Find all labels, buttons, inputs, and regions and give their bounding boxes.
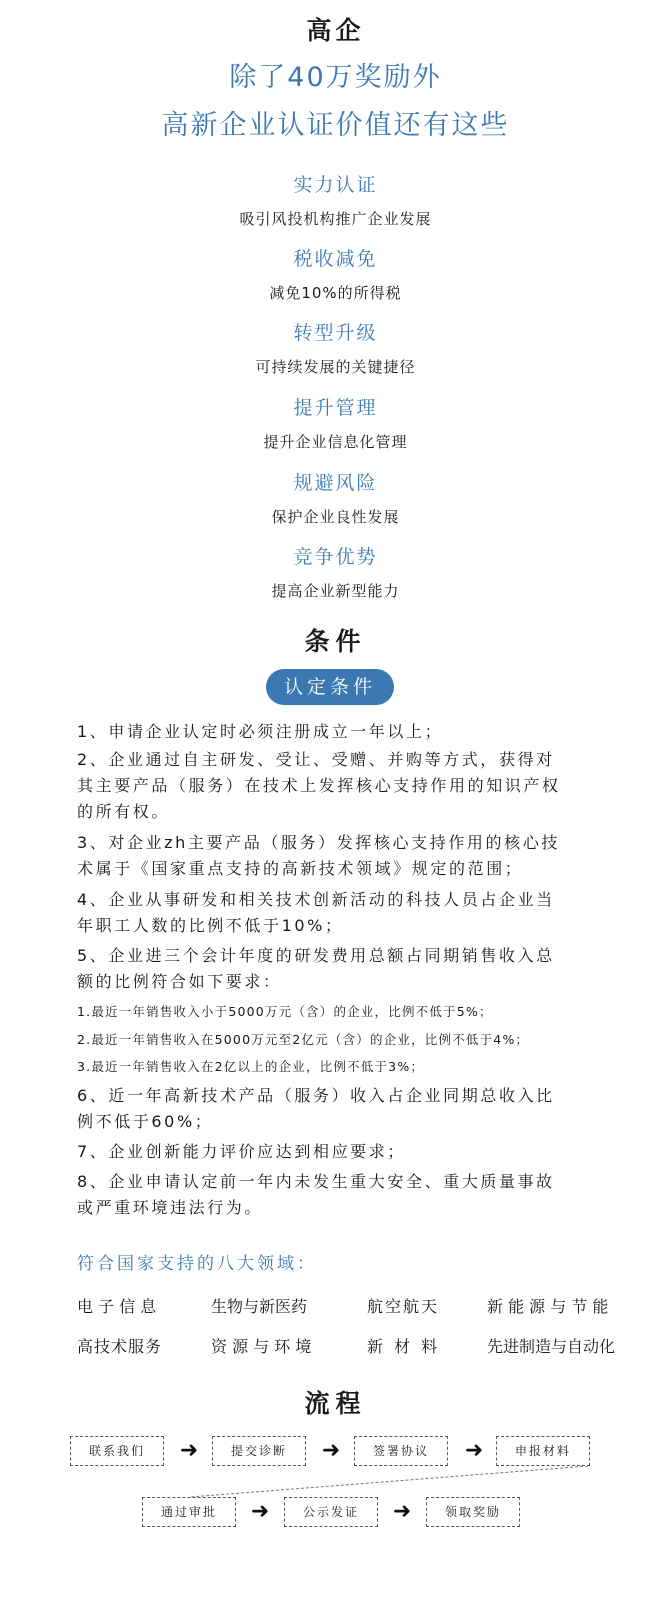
page-title: 高企 [306,16,365,45]
field-item: 新 能 源 与 节 能 [487,1297,609,1316]
field-item: 新 材 料 [367,1337,441,1356]
condition-line: 的所有权。 [77,802,171,821]
condition-line: 术属于《国家重点支持的高新技术领域》规定的范围； [77,859,524,878]
benefit-desc: 减免10%的所得税 [269,284,402,302]
benefit-title: 实力认证 [293,174,378,196]
condition-line: 6、近一年高新技术产品（服务）收入占企业同期总收入比 [77,1086,555,1105]
condition-line: 4、企业从事研发和相关技术创新活动的科技人员占企业当 [77,890,555,909]
benefit-desc: 吸引风投机构推广企业发展 [239,210,432,228]
process-step: 通过审批 [142,1497,236,1527]
arrow-right-icon: ➜ [392,1499,412,1524]
condition-sub-item: 3.最近一年销售收入在2亿以上的企业，比例不低于3%； [77,1059,425,1074]
condition-line: 额的比例符合如下要求： [77,972,282,991]
benefit-title: 规避风险 [293,472,378,494]
fields-title: 符合国家支持的八大领域： [77,1254,317,1274]
field-item: 先进制造与自动化 [487,1337,616,1356]
process-step: 提交诊断 [212,1436,306,1466]
benefit-title: 转型升级 [293,322,378,344]
conditions-pill: 认定条件 [266,669,394,705]
process-title: 流程 [304,1389,367,1418]
condition-line: 2、企业通过自主研发、受让、受赠、并购等方式，获得对 [77,750,555,769]
condition-line: 7、企业创新能力评价应达到相应要求； [77,1142,406,1161]
arrow-right-icon: ➜ [179,1438,199,1463]
field-item: 电 子 信 息 [77,1297,157,1316]
field-item: 高技术服务 [77,1337,163,1356]
benefit-desc: 保护企业良性发展 [271,508,400,526]
condition-line: 年职工人数的比例不低于10%； [77,916,344,935]
field-item: 生物与新医药 [211,1297,308,1316]
benefit-title: 税收减免 [293,248,378,270]
condition-line: 其主要产品（服务）在技术上发挥核心支持作用的知识产权 [77,776,561,795]
arrow-right-icon: ➜ [250,1499,270,1524]
benefit-desc: 可持续发展的关键捷径 [255,358,416,376]
benefit-desc: 提升企业信息化管理 [263,433,408,451]
process-step: 公示发证 [284,1497,378,1527]
condition-line: 8、企业申请认定前一年内未发生重大安全、重大质量事故 [77,1172,555,1191]
process-step: 联系我们 [70,1436,164,1466]
condition-line: 5、企业进三个会计年度的研发费用总额占同期销售收入总 [77,946,555,965]
field-item: 资 源 与 环 境 [211,1337,312,1356]
benefit-desc: 提高企业新型能力 [271,582,400,600]
arrow-right-icon: ➜ [321,1438,341,1463]
field-item: 航空航天 [367,1297,440,1316]
condition-line: 1、申请企业认定时必须注册成立一年以上； [77,722,444,741]
condition-line: 3、对企业zh主要产品（服务）发挥核心支持作用的核心技 [77,833,560,852]
conditions-title: 条件 [304,627,367,656]
condition-sub-item: 2.最近一年销售收入在5000万元至2亿元（含）的企业，比例不低于4%； [77,1032,530,1047]
benefit-title: 提升管理 [293,397,378,419]
process-step: 领取奖励 [426,1497,520,1527]
process-step: 签署协议 [354,1436,448,1466]
hero-line-2: 高新企业认证价值还有这些 [161,110,510,141]
condition-sub-item: 1.最近一年销售收入小于5000万元（含）的企业，比例不低于5%； [77,1004,493,1019]
condition-line: 或严重环境违法行为。 [77,1198,264,1217]
hero-line-1: 除了40万奖励外 [229,62,442,93]
benefit-title: 竞争优势 [293,546,378,568]
process-step: 申报材料 [496,1436,590,1466]
arrow-right-icon: ➜ [464,1438,484,1463]
condition-line: 例不低于60%； [77,1112,214,1131]
